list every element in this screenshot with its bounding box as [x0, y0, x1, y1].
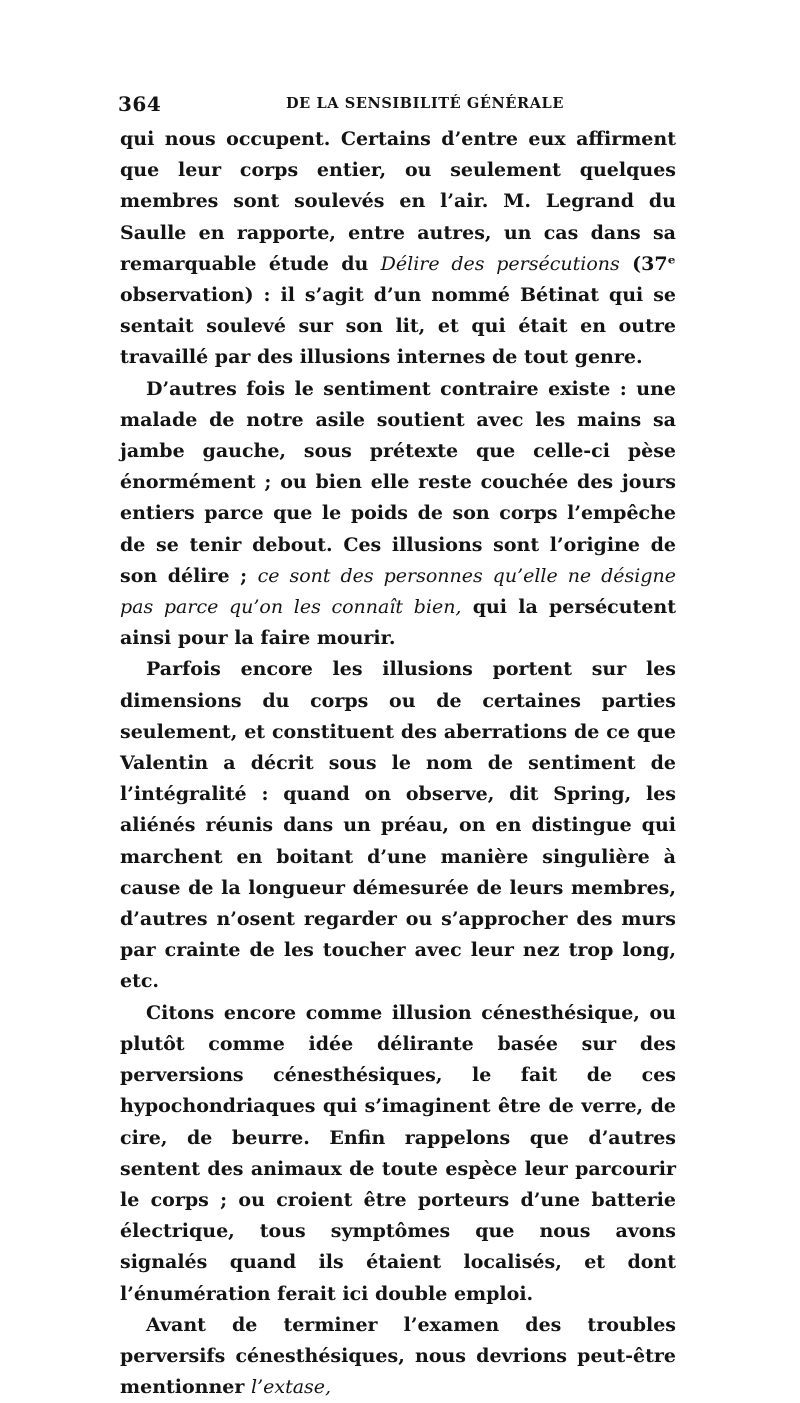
running-title: DE LA SENSIBILITÉ GÉNÉRALE — [286, 95, 564, 112]
page-header — [118, 92, 678, 116]
italic-term: l’extase, — [251, 1376, 332, 1399]
text-run: Parfois encore les illusions portent sur les dimensions du corps ou de certaines parties seulement, et constituent des aberrations de ce que Valentin a décrit sous le nom de sentiment de l’intégralité : quand on observe, dit Spring, les aliénés réunis dans un préau, on en distingue qui marchent en boitant d’une manière singulière à cause de la longueur démesurée de leurs membres, d’autres n’osent regarder ou s’approcher des murs par crainte de les toucher avec leur nez trop long, etc. — [120, 658, 676, 993]
paragraph-5 — [120, 1310, 676, 1403]
paragraph-3 — [120, 654, 676, 997]
text-run: qui la persécutent ainsi pour la faire mourir. — [120, 596, 677, 650]
text-run: qui nous occupent. Certains d’entre eux affirment que leur corps entier, ou seulement quelques membres sont soulevés en l’air. M. Legrand du Saulle en rapporte, entre autres, un cas dans sa remarquable étude du — [120, 128, 676, 275]
page-number: 364 — [118, 92, 162, 116]
text-run: Avant de terminer l’examen des troubles perversifs cénesthésiques, nous devrions peut-être mentionner — [120, 1313, 676, 1399]
paragraph-2 — [120, 374, 676, 655]
paragraph-1 — [120, 124, 676, 374]
italic-quote: ce sont des personnes qu’elle ne désigne pas parce qu’on les connaît bien, — [120, 564, 676, 619]
text-run: D’autres fois le sentiment contraire existe : une malade de notre asile soutient avec les mains sa jambe gauche, sous prétexte que celle-ci pèse énormément ; ou bien elle reste couchée des jours entiers parce que le poids de son corps l’empêche de se tenir debout. Ces illusions sont l’origine de son délire ; — [120, 377, 676, 587]
text-run: (37ᵉ observation) : il s’agit d’un nommé Bétinat qui se sentait soulevé sur son lit, et qui était en outre travaillé par des illusions internes de tout genre. — [120, 252, 676, 369]
body-text — [120, 124, 676, 1403]
text-run: Citons encore comme illusion cénesthésique, ou plutôt comme idée délirante basée sur des perversions cénesthésiques, le fait de ces hypochondriaques qui s’imaginent être de verre, de cire, de beurre. Enfin rappelons que d’autres sentent des animaux de toute espèce leur parcourir le corps ; ou croient être porteurs d’une batterie électrique, tous symptômes que nous avons signalés quand ils étaient localisés, et dont l’énumération ferait ici double emploi. — [120, 1001, 676, 1305]
paragraph-4 — [120, 998, 676, 1310]
italic-title: Délire des persécutions — [380, 252, 620, 275]
